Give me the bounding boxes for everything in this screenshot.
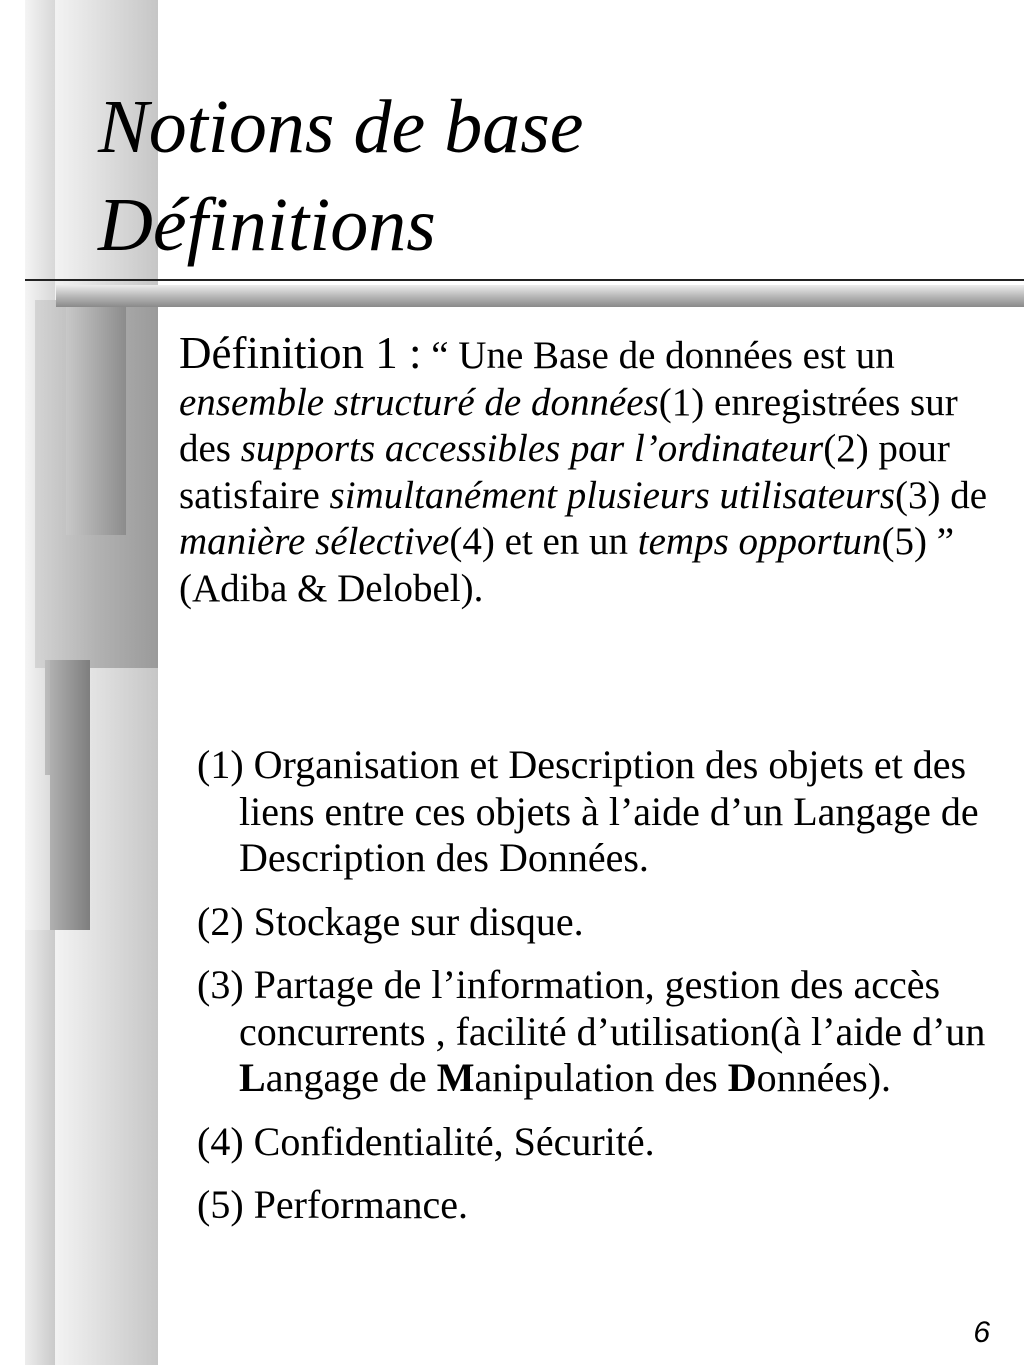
definition-emphasis: ensemble structuré de données xyxy=(179,380,659,424)
definition-emphasis: manière sélective xyxy=(179,520,450,563)
definition-emphasis: temps opportun xyxy=(637,520,882,563)
title-line-1: Notions de base xyxy=(98,85,584,169)
note-text: anipulation des xyxy=(474,1055,728,1100)
title-divider xyxy=(25,279,1024,281)
definition-paragraph xyxy=(179,330,999,612)
definition-heading: Définition 1 : xyxy=(179,328,422,378)
title-line-2: Définitions xyxy=(98,183,436,267)
note-bold-letter: D xyxy=(727,1055,757,1100)
page-title xyxy=(98,78,978,274)
decorative-bar xyxy=(25,930,55,1365)
note-text: angage de xyxy=(265,1055,437,1100)
note-item: (1) Organisation et Description des objets et des liens entre ces objets à l’aide d’un Langage de Description des Données. xyxy=(197,742,979,880)
page-number: 6 xyxy=(973,1316,990,1349)
note-item: (5) Performance. xyxy=(197,1182,468,1227)
note-item: (4) Confidentialité, Sécurité. xyxy=(197,1118,655,1164)
note-item: (2) Stockage sur disque. xyxy=(197,898,584,944)
title-band xyxy=(56,285,1024,307)
definition-text: (3) de xyxy=(895,473,988,517)
note-text: (3) Partage de l’information, gestion des accès concurrents , facilité d’utilisation(à l’aide d’un xyxy=(197,962,986,1054)
decorative-bar xyxy=(50,660,90,930)
definition-text: (1) enregistrées sur des xyxy=(179,380,958,470)
definition-text: (2) pour satisfaire xyxy=(179,427,950,517)
note-text: onnées). xyxy=(756,1055,892,1100)
definition-text: “ Une Base de données est un xyxy=(421,334,895,377)
note-bold-letter: M xyxy=(436,1055,475,1100)
note-bold-letter: L xyxy=(239,1055,266,1100)
definition-text: (5) ” (Adiba & Delobel). xyxy=(179,520,955,610)
decorative-bar xyxy=(66,300,126,535)
notes-list xyxy=(197,742,987,1229)
note-item xyxy=(197,962,987,1102)
definition-emphasis: simultanément plusieurs utilisateurs xyxy=(329,473,896,517)
definition-emphasis: supports accessibles par l’ordinateur xyxy=(240,427,824,470)
definition-text: (4) et en un xyxy=(449,520,638,563)
